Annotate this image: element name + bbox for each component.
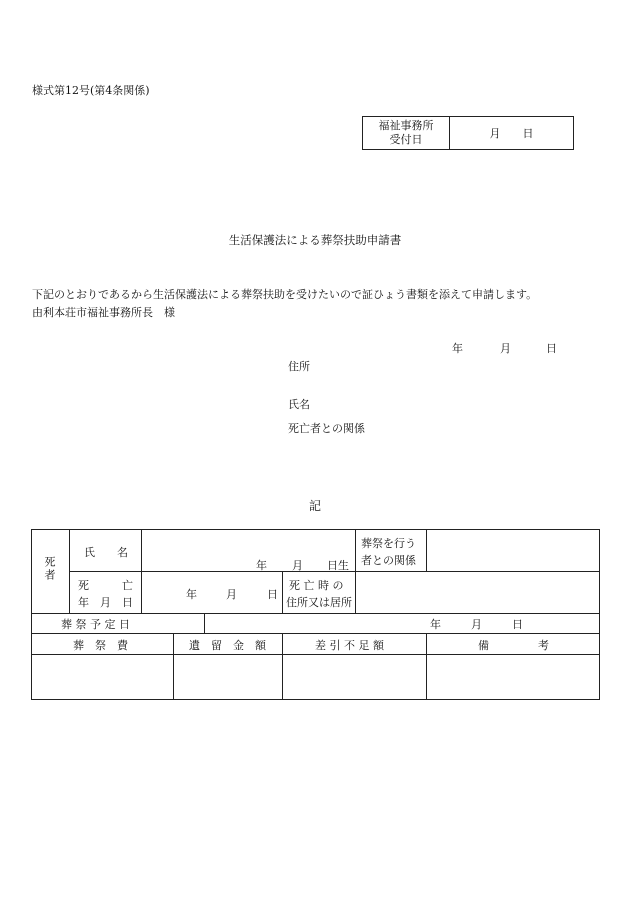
applicant-relation-label: 死亡者との関係 [288,422,365,435]
application-year: 年 [452,342,463,355]
form-number: 様式第12号(第4条関係) [32,84,150,97]
table-border-top [31,529,600,530]
birth-year: 年 [256,559,267,572]
reception-month: 月 [489,127,501,140]
name-label: 氏 名 [84,546,128,559]
reception-box [362,116,574,150]
death-day: 日 [267,588,278,601]
intro-text: 下記のとおりであるから生活保護法による葬祭扶助を受けたいので証ひょう書類を添えて申請します。 [32,288,538,301]
death-place-label-1: 死 亡 時 の [289,579,344,592]
reception-day: 日 [522,127,534,140]
col-line-cost-2 [282,633,283,700]
col-line-funeral-date [204,613,205,633]
row-line-3 [31,633,600,634]
col-line-cost-3 [426,633,427,700]
col-line-deceased [69,529,70,613]
deceased-label: 死者 [43,556,56,582]
col-line-relation-right [426,529,427,571]
col-line-death-place-left [282,571,283,613]
shortfall-amount-label: 差 引 不 足 額 [315,639,384,652]
col-line-label [141,529,142,613]
death-place-label-2: 住所又は居所 [286,596,352,609]
funeral-planned-label: 葬 祭 予 定 日 [61,618,130,631]
funeral-relation-label-1: 葬祭を行う [361,537,416,550]
col-line-cost-1 [173,633,174,700]
reception-office-line2: 受付日 [389,133,423,146]
birth-month: 月 [292,559,303,572]
reception-date-field[interactable] [450,117,573,149]
funeral-month: 月 [471,618,482,631]
death-date-label-1: 死 亡 [78,579,133,592]
application-day: 日 [546,342,557,355]
death-year: 年 [186,588,197,601]
death-date-label-2: 年 月 日 [78,596,133,609]
reception-office-label [363,117,450,149]
col-line-relation-left [355,529,356,571]
remarks-label-right: 考 [538,639,549,652]
death-month: 月 [226,588,237,601]
funeral-relation-label-2: 者との関係 [361,554,416,567]
addressee: 由利本荘市福祉事務所長 様 [32,306,175,319]
row-line-4 [31,654,600,655]
col-line-death-place-right [355,571,356,613]
table-border-bottom [31,699,600,700]
funeral-year: 年 [430,618,441,631]
funeral-cost-label: 葬 祭 費 [73,639,128,652]
estate-amount-label: 遺 留 金 額 [189,639,266,652]
applicant-name-label: 氏名 [288,398,310,411]
applicant-address-label: 住所 [288,360,310,373]
table-border-left [31,529,32,700]
reception-office-line1: 福祉事務所 [378,119,434,132]
remarks-label-left: 備 [478,639,489,652]
funeral-day: 日 [512,618,523,631]
row-line-2 [31,613,600,614]
table-border-right [599,529,600,700]
application-month: 月 [500,342,511,355]
birth-day: 日生 [327,559,349,572]
ki-heading: 記 [308,499,321,513]
page-title: 生活保護法による葬祭扶助申請書 [228,233,402,247]
